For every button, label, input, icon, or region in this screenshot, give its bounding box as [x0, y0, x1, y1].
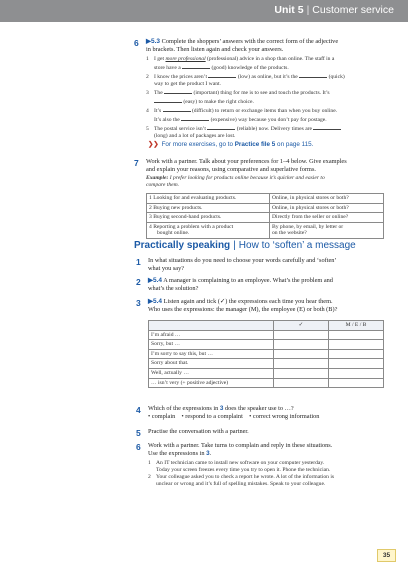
- unit-header: Unit 5 | Customer service: [274, 4, 394, 16]
- page-number: 35: [377, 549, 396, 562]
- answer-blank[interactable]: [154, 97, 182, 103]
- speaker-cell[interactable]: [329, 330, 384, 340]
- option-respond: • respond to a complaint: [181, 413, 243, 420]
- table-row: Sorry about that.: [149, 359, 384, 369]
- unit-label: Unit 5: [274, 4, 304, 16]
- expressions-table: [148, 320, 384, 388]
- option-complain: • complain: [148, 413, 176, 420]
- audio-track-5-3[interactable]: ▶5.3: [146, 38, 161, 45]
- exercise-6-list: [146, 56, 398, 140]
- question-5-number: 5: [136, 428, 141, 438]
- tick-cell[interactable]: [274, 330, 329, 340]
- table-row: 2 Buying new products. Online, in physical stores or both?: [147, 203, 384, 213]
- answer-blank[interactable]: [181, 115, 209, 121]
- table-row: I’m afraid …: [149, 330, 384, 340]
- answer-blank[interactable]: [208, 72, 236, 78]
- double-chevron-icon: ❯❯: [148, 141, 159, 148]
- more-exercises-note: ❯❯ For more exercises, go to Practice file 5 on page 115.: [148, 141, 314, 148]
- tick-column-header: ✓: [274, 321, 329, 331]
- question-5-text: Practise the conversation with a partner.: [148, 428, 249, 435]
- exercise-6-instruction: ▶5.3 Complete the shoppers’ answers with the correct form of the adjective in brackets. Then listen again and check your answers.: [146, 38, 339, 53]
- example-answer: more professional: [165, 56, 206, 62]
- speaker-cell[interactable]: [329, 368, 384, 378]
- tick-cell[interactable]: [274, 368, 329, 378]
- question-3-text: ▶5.4 Listen again and tick (✓) the expressions each time you hear them. Who uses the expressions: the manager (M), the employee (E) or both (B)?: [148, 298, 338, 313]
- table-row: 3 Buying second-hand products. Directly from the seller or online?: [147, 213, 384, 223]
- list-item: 1 An IT technician came to install new software on your computer yesterday. Today your screen freezes every time you try to open it. Phone the technician.: [148, 460, 331, 473]
- speaker-column-header: M / E / B: [329, 321, 384, 331]
- table-row: … isn’t very (+ positive adjective): [149, 378, 384, 388]
- answer-blank[interactable]: [313, 124, 341, 130]
- answer-blank[interactable]: [299, 72, 327, 78]
- table-row: I’m sorry to say this, but …: [149, 349, 384, 359]
- table-row: 1 Looking for and evaluating products. Online, in physical stores or both?: [147, 194, 384, 204]
- list-item: 5 The postal service isn’t (reliable) now. Delivery times are (long) and a lot of packages are lost.: [146, 124, 398, 140]
- option-correct: • correct wrong information: [249, 413, 320, 420]
- question-2-text: ▶5.4 A manager is complaining to an employee. What’s the problem and what’s the solution?: [148, 277, 333, 292]
- exercise-6-number: 6: [134, 38, 139, 48]
- unit-title: Customer service: [312, 4, 394, 16]
- question-4-text: Which of the expressions in 3 does the speaker use to …? • complain • respond to a complaint • correct wrong information: [148, 405, 320, 420]
- practice-file-link[interactable]: Practice file 5: [234, 141, 276, 148]
- audio-track-5-4[interactable]: ▶5.4: [148, 298, 163, 305]
- exercise-7-number: 7: [134, 158, 139, 168]
- list-item: 3 The (important) thing for me is to see and touch the products. It’s (easy) to make the right choice.: [146, 90, 330, 105]
- question-3-number: 3: [136, 298, 141, 308]
- tick-cell[interactable]: [274, 340, 329, 350]
- list-item: 2 I know the prices aren’t (low) as online, but it’s the (quick) way to get the product I want.: [146, 74, 345, 87]
- list-item: 4 It’s (difficult) to return or exchange items than when you buy online. It’s also the (expensive) way because you don’t pay for postage.: [146, 108, 338, 123]
- table-header-row: [149, 321, 384, 331]
- speaker-cell[interactable]: [329, 340, 384, 350]
- section-title-practically-speaking: Practically speaking | How to ‘soften’ a message: [134, 240, 356, 251]
- table-row: 4 Reporting a problem with a product bought online. By phone, by email, by letter or on the website?: [147, 222, 384, 238]
- speaker-cell[interactable]: [329, 378, 384, 388]
- table-row: Well, actually …: [149, 368, 384, 378]
- question-6-text: Work with a partner. Take turns to complain and reply in these situations. Use the expressions in 3.: [148, 442, 333, 457]
- tick-cell[interactable]: [274, 349, 329, 359]
- question-4-number: 4: [136, 405, 141, 415]
- preferences-table: [146, 193, 384, 239]
- exercise-7-instruction: Work with a partner. Talk about your preferences for 1–4 below. Give examples and explain your reasons, using comparative and superlative forms.: [146, 158, 347, 173]
- answer-blank[interactable]: [182, 63, 210, 69]
- question-1-number: 1: [136, 257, 141, 267]
- tick-cell[interactable]: [274, 378, 329, 388]
- audio-track-5-4[interactable]: ▶5.4: [148, 277, 163, 284]
- speaker-cell[interactable]: [329, 349, 384, 359]
- answer-blank[interactable]: [164, 88, 192, 94]
- tick-cell[interactable]: [274, 359, 329, 369]
- list-item: 2 Your colleague asked you to check a report he wrote. A lot of the information is unclear or wrong and it’s full of spelling mistakes. Speak to your colleague.: [148, 474, 335, 487]
- exercise-7-example: Example: I prefer looking for products online because it’s quicker and easier to compare them.: [146, 175, 325, 188]
- answer-blank[interactable]: [163, 106, 191, 112]
- question-6-number: 6: [136, 442, 141, 452]
- question-2-number: 2: [136, 277, 141, 287]
- unit-header-bar: [0, 0, 408, 22]
- list-item: 1 I get more professional (professional) advice in a shop than online. The staff in a store have a (good) knowledge of the products.: [146, 56, 335, 71]
- speaker-cell[interactable]: [329, 359, 384, 369]
- answer-blank[interactable]: [207, 124, 235, 130]
- question-6-list: [148, 460, 400, 488]
- question-1-text: In what situations do you need to choose your words carefully and ‘soften’ what you say?: [148, 257, 337, 272]
- table-row: Sorry, but …: [149, 340, 384, 350]
